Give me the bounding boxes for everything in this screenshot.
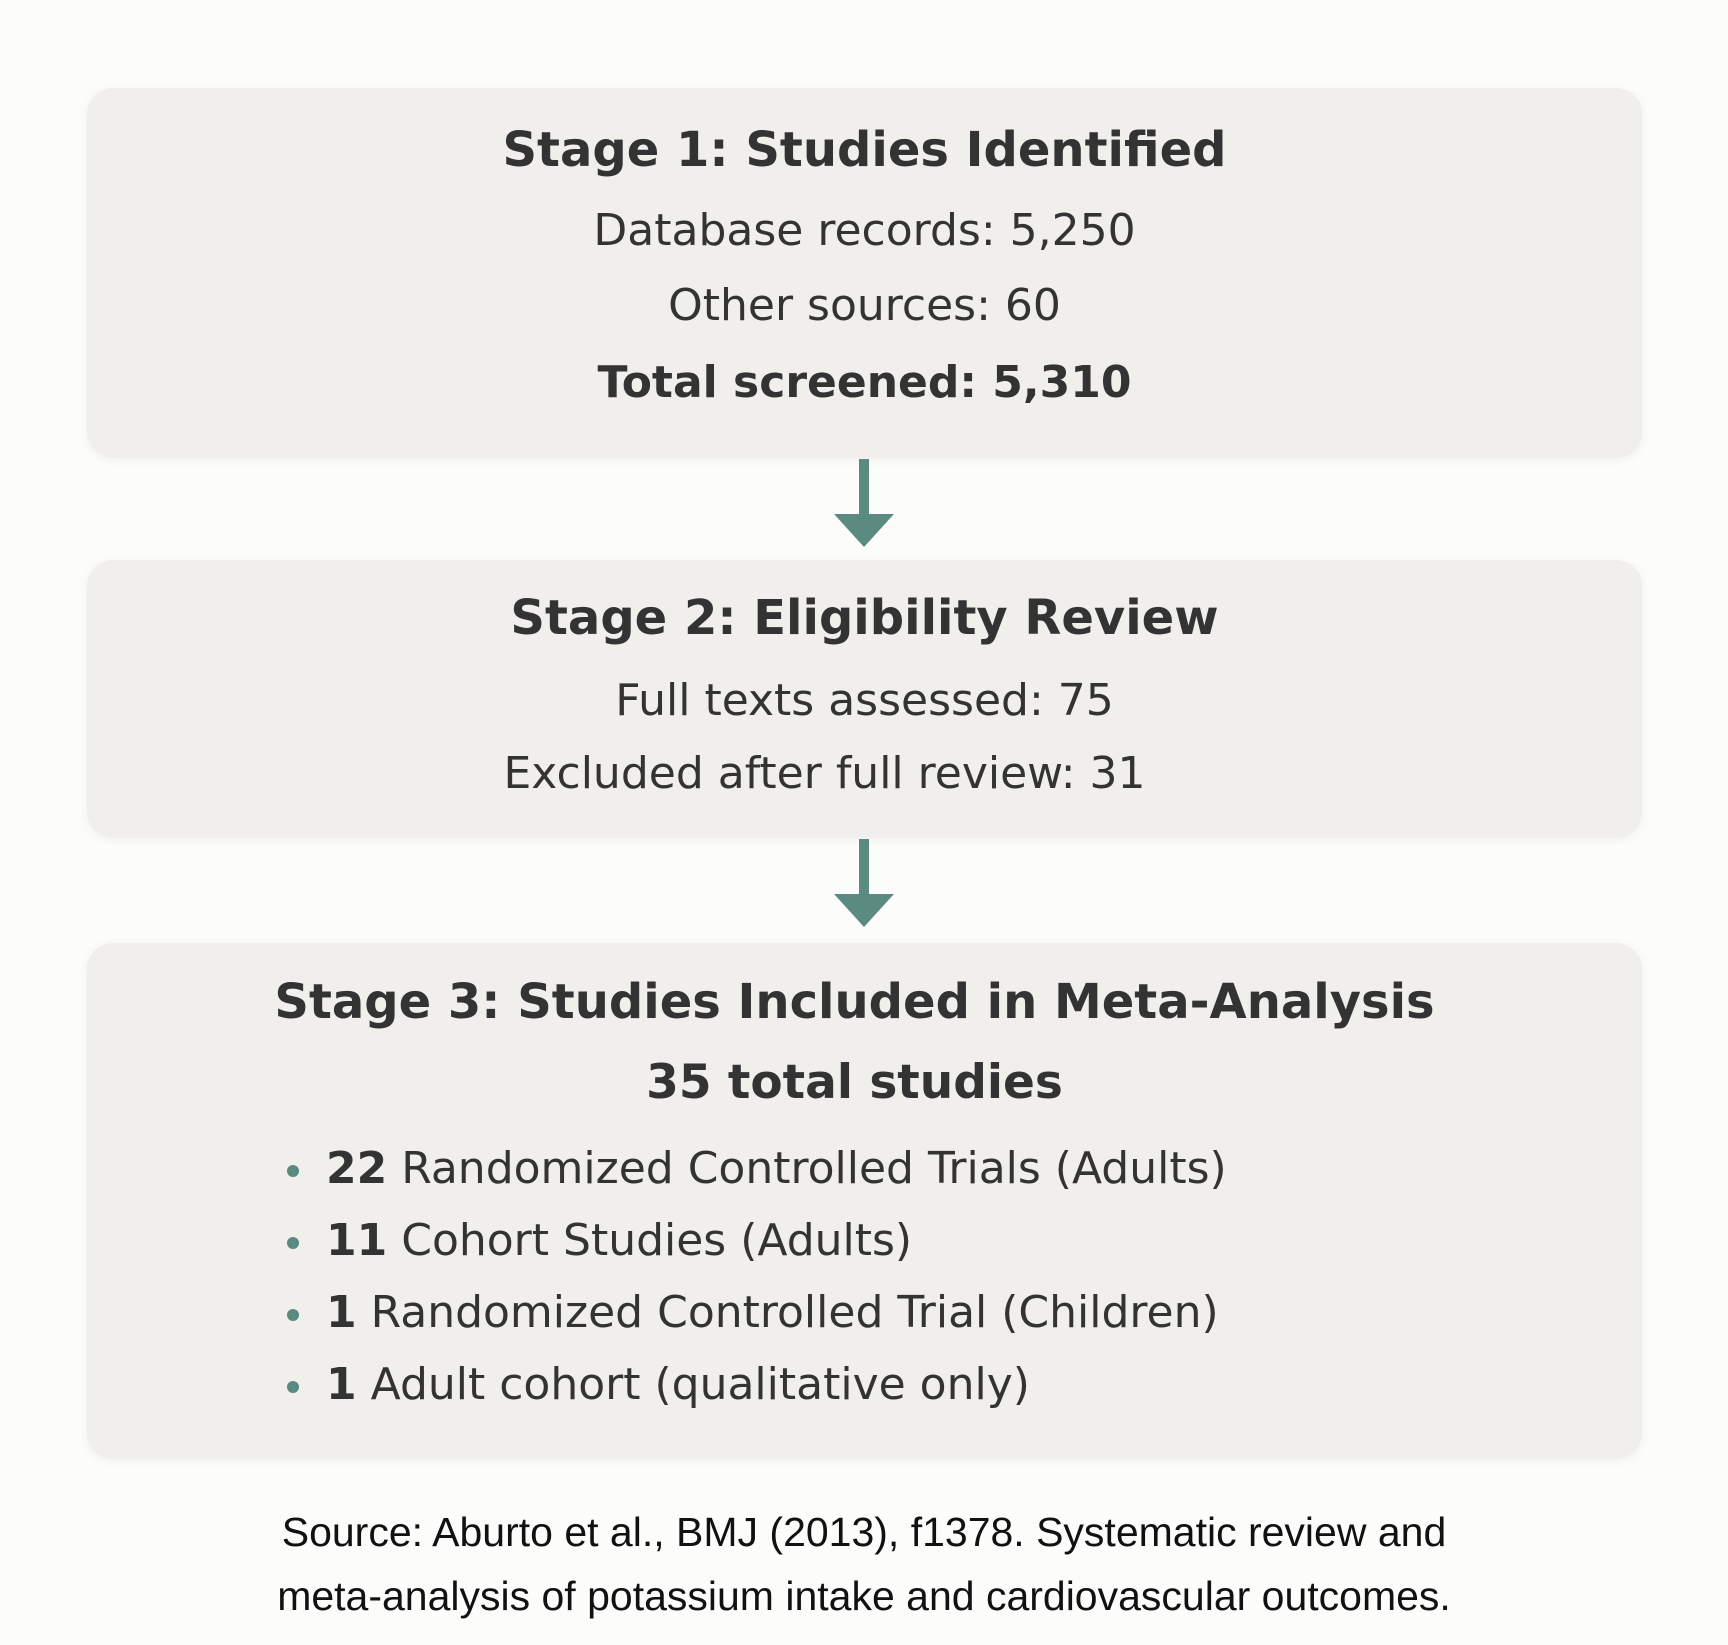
study-type: Cohort Studies (Adults) bbox=[401, 1215, 913, 1266]
source-caption-line-1: Source: Aburto et al., BMJ (2013), f1378. Systematic review and bbox=[281, 1509, 1447, 1555]
stage-2-title: Stage 2: Eligibility Review bbox=[510, 590, 1219, 646]
list-item bbox=[287, 1277, 1227, 1349]
study-count: 1 bbox=[326, 1287, 357, 1338]
list-item bbox=[287, 1205, 1227, 1277]
bullet-dot-icon bbox=[287, 1237, 299, 1249]
included-studies-list bbox=[287, 1133, 1227, 1421]
list-item bbox=[287, 1133, 1227, 1205]
arrow-down-icon bbox=[830, 459, 898, 549]
study-count: 22 bbox=[326, 1143, 388, 1194]
excluded-after-review: Excluded after full review: 31 bbox=[503, 748, 1146, 799]
bullet-dot-icon bbox=[287, 1309, 299, 1321]
stage-1-box bbox=[87, 88, 1642, 458]
bullet-dot-icon bbox=[287, 1165, 299, 1177]
study-type: Randomized Controlled Trials (Adults) bbox=[401, 1143, 1227, 1194]
other-sources: Other sources: 60 bbox=[668, 280, 1061, 331]
study-type: Randomized Controlled Trial (Children) bbox=[370, 1287, 1219, 1338]
stage-3-box bbox=[87, 943, 1642, 1459]
source-caption-line-2: meta-analysis of potassium intake and cardiovascular outcomes. bbox=[277, 1573, 1451, 1619]
total-screened: Total screened: 5,310 bbox=[597, 357, 1132, 408]
study-type: Adult cohort (qualitative only) bbox=[370, 1359, 1030, 1410]
total-studies: 35 total studies bbox=[646, 1055, 1063, 1110]
full-texts-assessed: Full texts assessed: 75 bbox=[615, 675, 1114, 726]
bullet-dot-icon bbox=[287, 1381, 299, 1393]
list-item bbox=[287, 1349, 1227, 1421]
database-records: Database records: 5,250 bbox=[593, 205, 1136, 256]
study-count: 11 bbox=[326, 1215, 388, 1266]
stage-3-title: Stage 3: Studies Included in Meta-Analysis bbox=[274, 974, 1435, 1030]
arrow-down-icon bbox=[830, 839, 898, 929]
study-count: 1 bbox=[326, 1359, 357, 1410]
stage-1-title: Stage 1: Studies Identified bbox=[502, 122, 1227, 178]
stage-2-box bbox=[87, 560, 1642, 838]
